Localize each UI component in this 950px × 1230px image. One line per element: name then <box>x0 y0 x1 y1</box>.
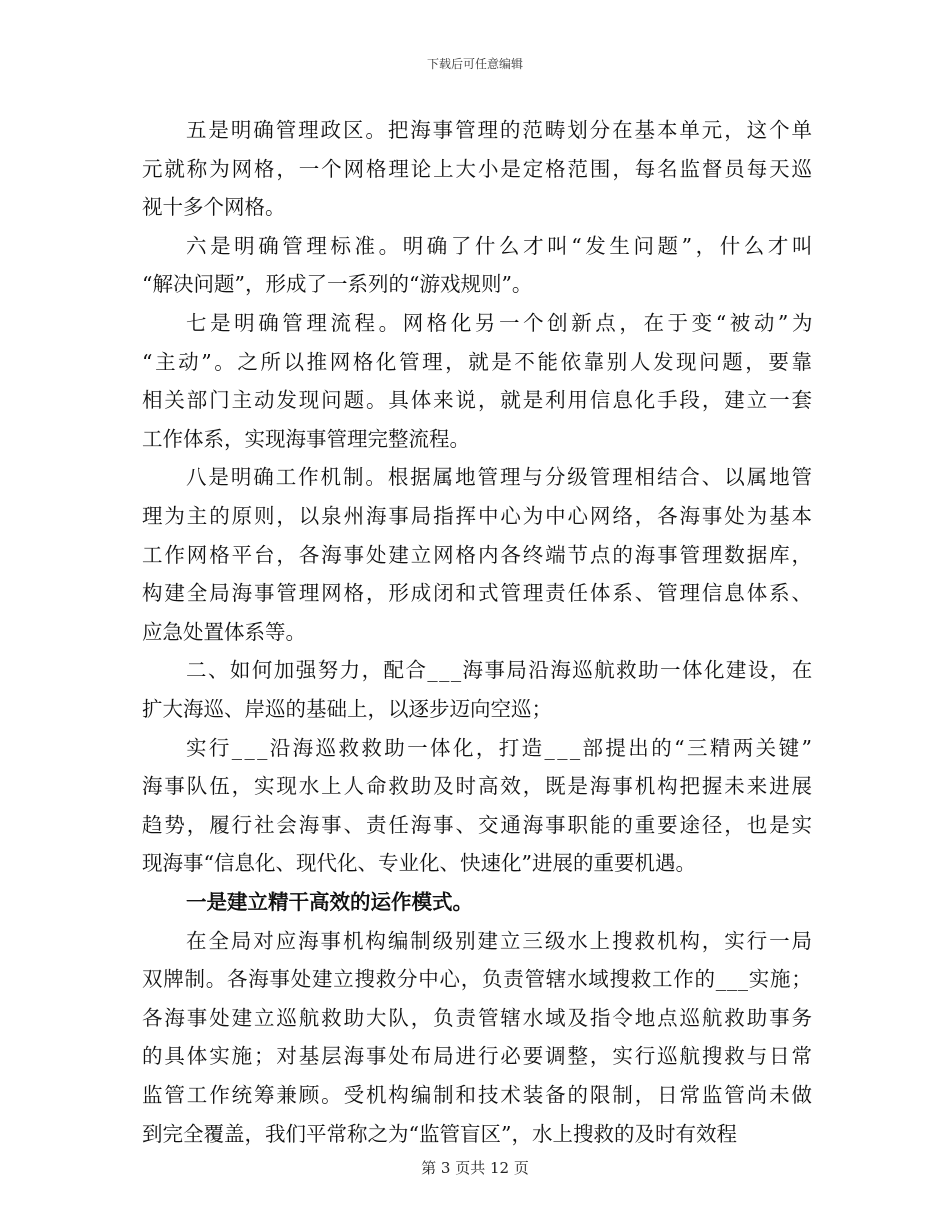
paragraph-line: 的具体实施；对基层海事处布局进行必要调整，实行巡航搜救与日常 <box>142 1044 814 1069</box>
paragraph-line: 海事队伍，实现水上人命救助及时高效，既是海事机构把握未来进展 <box>142 774 814 799</box>
paragraph-line: 理为主的原则，以泉州海事局指挥中心为中心网络，各海事处为基本 <box>142 504 814 528</box>
paragraph-line: 到完全覆盖，我们平常称之为“监管盲区”，水上搜救的及时有效程 <box>142 1121 737 1146</box>
paragraph-line: 趋势，履行社会海事、责任海事、交通海事职能的重要途径，也是实 <box>142 812 814 837</box>
paragraph-line: “解决问题”，形成了一系列的“游戏规则”。 <box>142 272 533 297</box>
paragraph-line: 相关部门主动发现问题。具体来说，就是利用信息化手段，建立一套 <box>142 388 814 413</box>
paragraph-line: 构建全局海事管理网格，形成闭和式管理责任体系、管理信息体系、 <box>142 581 814 606</box>
paragraph-line: 工作体系，实现海事管理完整流程。 <box>142 426 470 451</box>
paragraph-line: 应急处置体系等。 <box>142 619 306 644</box>
paragraph-line: 工作网格平台，各海事处建立网格内各终端节点的海事管理数据库， <box>142 542 814 567</box>
paragraph-line: 在全局对应海事机构编制级别建立三级水上搜救机构，实行一局 <box>186 928 814 953</box>
paragraph-line: 七是明确管理流程。网格化另一个创新点，在于变“被动”为 <box>186 311 817 335</box>
paragraph-line: 二、如何加强努力，配合___海事局沿海巡航救助一体化建设，在 <box>186 658 814 683</box>
paragraph-line: 六是明确管理标准。明确了什么才叫“发生问题”，什么才叫 <box>186 233 817 258</box>
section-heading-line: 一是建立精干高效的运作模式。 <box>186 890 473 914</box>
paragraph-line: 八是明确工作机制。根据属地管理与分级管理相结合、以属地管 <box>186 465 814 490</box>
paragraph-line: 视十多个网格。 <box>142 195 286 220</box>
paragraph-line: 各海事处建立巡航救助大队，负责管辖水域及指令地点巡航救助事务 <box>142 1005 814 1030</box>
paragraph-line: 实行___沿海巡救救助一体化，打造___部提出的“三精两关键” <box>186 735 815 760</box>
paragraph-line: 扩大海巡、岸巡的基础上，以逐步迈向空巡； <box>142 697 552 721</box>
paragraph-line: 元就称为网格，一个网格理论上大小是定格范围，每名监督员每天巡 <box>142 156 814 181</box>
paragraph-line: 监管工作统筹兼顾。受机构编制和技术装备的限制，日常监管尚未做 <box>142 1083 814 1107</box>
paragraph-line: 双牌制。各海事处建立搜救分中心，负责管辖水域搜救工作的___实施； <box>142 967 813 992</box>
paragraph-line: 现海事“信息化、现代化、专业化、快速化”进展的重要机遇。 <box>142 851 696 876</box>
page-header: 下载后可任意编辑 <box>426 57 523 71</box>
paragraph-line: 五是明确管理政区。把海事管理的范畴划分在基本单元，这个单 <box>186 118 814 142</box>
page-footer: 第 3 页共 12 页 <box>421 1159 529 1177</box>
paragraph-line: “主动”。之所以推网格化管理，就是不能依靠别人发现问题，要靠 <box>142 349 815 374</box>
